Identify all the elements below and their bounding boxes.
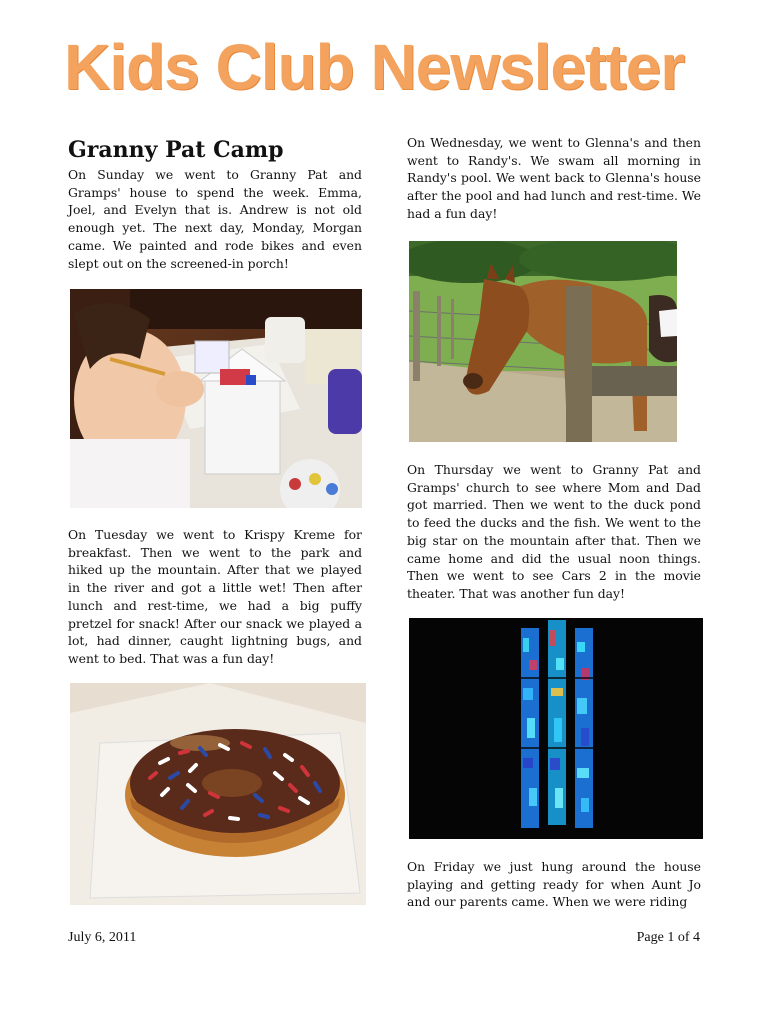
child-painting-photo <box>70 289 362 508</box>
right-column-lower <box>407 858 701 911</box>
horse-photo <box>409 241 677 442</box>
tuesday-paragraph: On Tuesday we went to Krispy Kreme for breakfast. Then we went to the park and hiked up the mountain. After that we played in the river and got a little wet! Then after lunch and rest-time, we had a big puffy pretzel for snack! After our snack we played a lot, had dinner, caught lightning bugs, and went to bed. That was a fun day! <box>68 527 362 666</box>
left-column <box>68 134 362 272</box>
newsletter-title: Kids Club Newsletter <box>64 31 685 103</box>
right-column-middle <box>407 461 701 603</box>
left-column-lower <box>68 526 362 668</box>
section-heading: Granny Pat Camp <box>68 137 284 163</box>
donut-photo <box>70 683 366 905</box>
footer-page-number: Page 1 of 4 <box>636 930 700 945</box>
wednesday-paragraph: On Wednesday, we went to Glenna's and then went to Randy's. We swam all morning in Randy's pool. We went back to Glenna's house after the pool and had lunch and rest-time. We had a fun day! <box>407 135 701 221</box>
right-column <box>407 134 701 223</box>
sunday-paragraph: On Sunday we went to Granny Pat and Gramps' house to spend the week. Emma, Joel, and Evelyn that is. Andrew is not old enough yet. The next day, Monday, Morgan came. We painted and rode bikes and even slept out on the screened-in porch! <box>68 167 362 271</box>
footer-date: July 6, 2011 <box>68 930 137 945</box>
friday-paragraph: On Friday we just hung around the house playing and getting ready for when Aunt Jo and our parents came. When we were riding <box>407 859 701 910</box>
stained-glass-window-photo <box>409 618 703 839</box>
thursday-paragraph: On Thursday we went to Granny Pat and Gramps' church to see where Mom and Dad got married. Then we went to the duck pond to feed the ducks and the fish. We went to the big star on the mountain after that. Then we came home and did the usual noon things. Then we went to see Cars 2 in the movie theater. That was another fun day! <box>407 462 701 601</box>
